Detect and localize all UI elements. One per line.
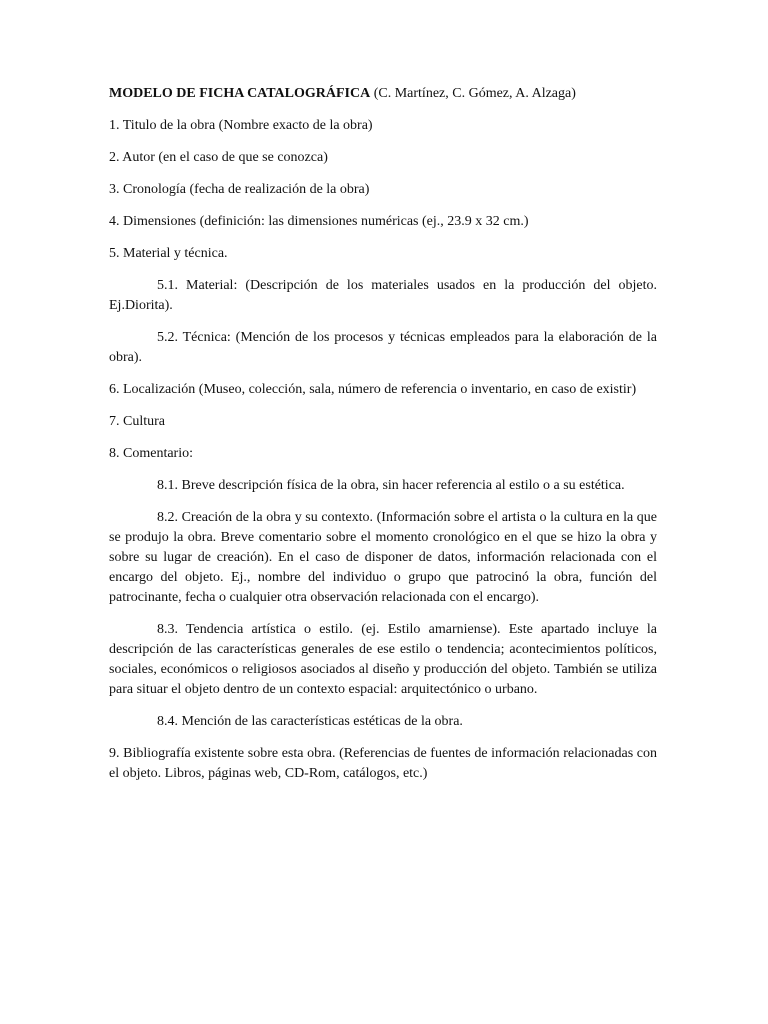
subsection-paragraph: 5.2. Técnica: (Mención de los procesos y técnicas empleados para la elaboración de la obra). <box>109 330 657 365</box>
subsection-paragraph: 8.2. Creación de la obra y su contexto. (Información sobre el artista o la cultura en la que se produjo la obra. Breve comentario sobre el momento cronológico en el que se hizo la obra y sobre su lugar de creación). En el caso de disponer de datos, información relacionada con el encargo del objeto. Ej., nombre del individuo o grupo que patrocinó la obra, función del patrocinante, fecha o cualquier otra observación relacionada con el encargo). <box>109 510 657 605</box>
section-paragraph: 2. Autor (en el caso de que se conozca) <box>109 150 328 165</box>
document-title-bold: MODELO DE FICHA CATALOGRÁFICA <box>109 86 371 101</box>
document-title-authors: (C. Martínez, C. Gómez, A. Alzaga) <box>370 86 576 101</box>
paragraph-list <box>109 116 657 784</box>
document-body <box>109 84 657 796</box>
subsection-paragraph: 8.1. Breve descripción física de la obra, sin hacer referencia al estilo o a su estética. <box>157 478 625 493</box>
subsection-paragraph: 8.4. Mención de las características estéticas de la obra. <box>157 714 463 729</box>
section-paragraph: 8. Comentario: <box>109 446 193 461</box>
section-paragraph: 4. Dimensiones (definición: las dimensiones numéricas (ej., 23.9 x 32 cm.) <box>109 214 529 229</box>
subsection-paragraph: 5.1. Material: (Descripción de los materiales usados en la producción del objeto. Ej.Diorita). <box>109 278 657 313</box>
document-title <box>109 84 657 104</box>
section-paragraph: 5. Material y técnica. <box>109 246 228 261</box>
section-paragraph: 1. Titulo de la obra (Nombre exacto de la obra) <box>109 118 373 133</box>
section-paragraph: 3. Cronología (fecha de realización de la obra) <box>109 182 370 197</box>
subsection-paragraph: 8.3. Tendencia artística o estilo. (ej. Estilo amarniense). Este apartado incluye la descripción de las características generales de ese estilo o tendencia; acontecimientos políticos, sociales, económicos o religiosos asociados al diseño y producción del objeto. También se utiliza para situar el objeto dentro de un contexto espacial: arquitectónico o urbano. <box>109 622 657 697</box>
section-paragraph: 9. Bibliografía existente sobre esta obra. (Referencias de fuentes de información relacionadas con el objeto. Libros, páginas web, CD-Rom, catálogos, etc.) <box>109 746 657 781</box>
section-paragraph: 7. Cultura <box>109 414 165 429</box>
section-paragraph: 6. Localización (Museo, colección, sala, número de referencia o inventario, en caso de existir) <box>109 382 637 397</box>
